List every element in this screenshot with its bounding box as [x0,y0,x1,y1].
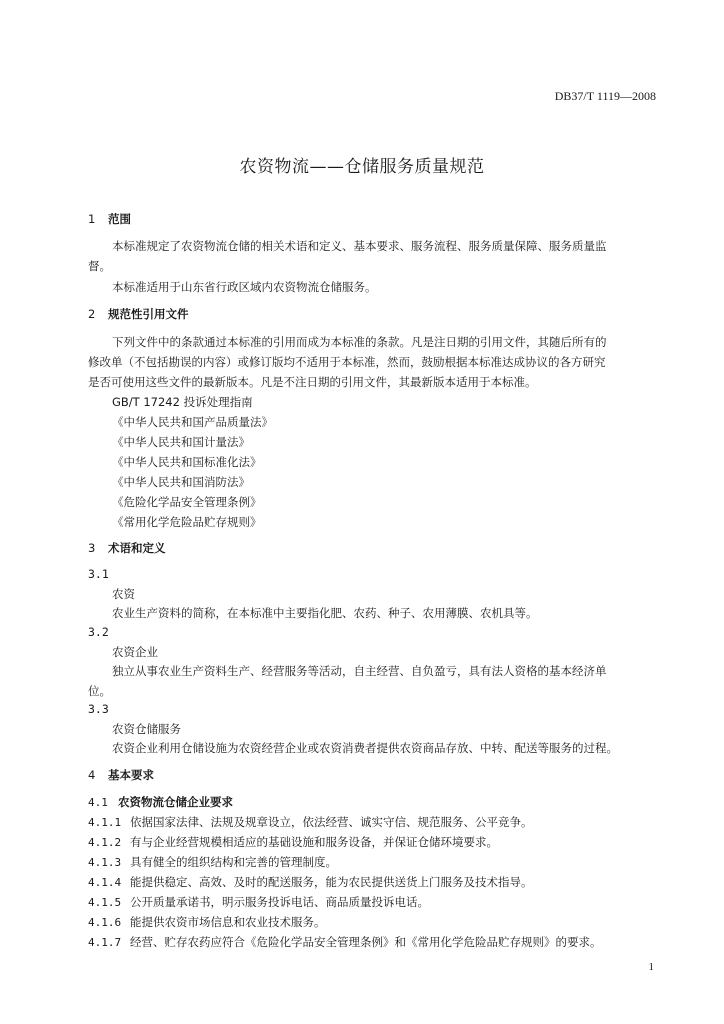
reference-item: GB/T 17242 投诉处理指南 [112,395,253,409]
term-number: 3.1 [88,567,109,581]
paragraph-line: 本标准适用于山东省行政区域内农资物流仓储服务。 [112,280,377,294]
section-number: 1 [88,212,96,226]
term-definition: 位。 [88,684,111,698]
clause [88,834,498,850]
reference-item: 《常用化学危险品贮存规则》 [112,515,262,529]
section-1-heading [88,211,131,227]
reference-item: 《危险化学品安全管理条例》 [112,495,262,509]
clause [88,934,602,950]
section-4-heading [88,767,154,783]
paragraph-line: 本标准规定了农资物流仓储的相关术语和定义、基本要求、服务流程、服务质量保障、服务质量监 [112,239,607,253]
clause-text: 能提供稳定、高效、及时的配送服务，能为农民提供送货上门服务及技术指导。 [130,875,533,889]
subsection-title: 农资物流仓储企业要求 [118,795,233,809]
paragraph-line: 修改单（不包括勘误的内容）或修订版均不适用于本标准，然而，鼓励根据本标准达成协议的各方研究 [88,355,606,369]
clause [88,874,533,890]
clause-number: 4.1.2 [88,836,122,849]
clause-number: 4.1.6 [88,916,122,929]
clause [88,914,326,930]
section-title: 规范性引用文件 [108,307,189,321]
section-number: 4 [88,768,96,782]
paragraph-line: 督。 [88,259,111,273]
clause-text: 经营、贮存农药应符合《危险化学品安全管理条例》和《常用化学危险品贮存规则》的要求。 [130,935,602,949]
term-name: 农资仓储服务 [112,722,181,736]
section-title: 术语和定义 [108,541,166,555]
section-number: 2 [88,307,96,321]
term-number: 3.3 [88,702,109,716]
paragraph-line: 是否可使用这些文件的最新版本。凡是不注日期的引用文件，其最新版本适用于本标准。 [88,375,537,389]
reference-item: 《中华人民共和国产品质量法》 [112,415,273,429]
section-2-heading [88,306,189,322]
reference-item: 《中华人民共和国计量法》 [112,435,250,449]
section-title: 基本要求 [108,768,154,782]
clause [88,894,429,910]
term-definition: 独立从事农业生产资料生产、经营服务等活动，自主经营、自负盈亏，具有法人资格的基本经济单 [112,664,607,678]
clause-text: 具有健全的组织结构和完善的管理制度。 [130,855,337,869]
section-number: 3 [88,541,96,555]
term-number: 3.2 [88,625,109,639]
clause-number: 4.1.7 [88,936,122,949]
clause-number: 4.1.4 [88,876,122,889]
standard-number: DB37/T 1119—2008 [554,89,656,103]
clause-text: 依据国家法律、法规及规章设立，依法经营、诚实守信、规范服务、公平竞争。 [130,815,533,829]
clause [88,814,533,830]
clause [88,854,337,870]
paragraph-line: 下列文件中的条款通过本标准的引用而成为本标准的条款。凡是注日期的引用文件，其随后所有的 [112,335,607,349]
page-number: 1 [648,961,654,973]
clause-number: 4.1.1 [88,816,122,829]
term-name: 农资企业 [112,645,158,659]
section-3-heading [88,540,166,556]
clause-number: 4.1.3 [88,856,122,869]
reference-item: 《中华人民共和国标准化法》 [112,455,262,469]
clause-text: 有与企业经营规模相适应的基础设施和服务设备，并保证仓储环境要求。 [130,835,498,849]
clause-number: 4.1.5 [88,896,122,909]
clause-text: 公开质量承诺书，明示服务投诉电话、商品质量投诉电话。 [130,895,429,909]
subsection-heading [88,794,233,810]
term-name: 农资 [112,587,135,601]
section-title: 范围 [108,212,131,226]
subsection-number: 4.1 [88,796,108,809]
term-definition: 农业生产资料的简称，在本标准中主要指化肥、农药、种子、农用薄膜、农机具等。 [112,606,538,620]
clause-text: 能提供农资市场信息和农业技术服务。 [130,915,326,929]
reference-item: 《中华人民共和国消防法》 [112,475,250,489]
term-definition: 农资企业利用仓储设施为农资经营企业或农资消费者提供农资商品存放、中转、配送等服务的过程。 [112,741,618,755]
document-title: 农资物流——仓储服务质量规范 [239,157,485,177]
